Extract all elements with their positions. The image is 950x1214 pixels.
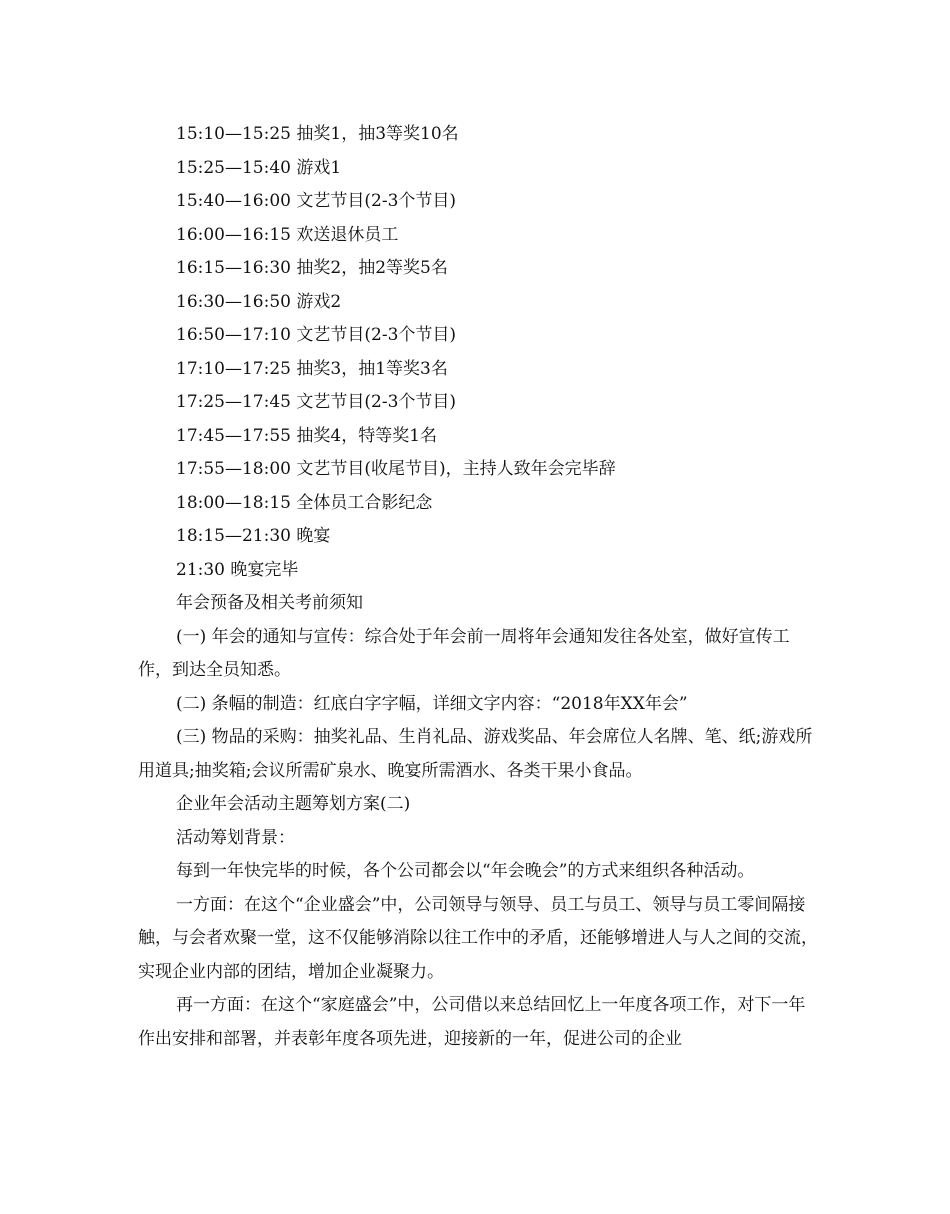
schedule-item [138, 453, 818, 487]
schedule-text: 晚宴 [296, 526, 331, 546]
prep-item: (一) 年会的通知与宣传：综合处于年会前一周将年会通知发往各处室，做好宣传工作，到达全员知悉。 [138, 626, 790, 680]
schedule-text: 欢送退休员工 [296, 224, 399, 245]
schedule-item [138, 487, 818, 521]
body-paragraph: 每到一年快完毕的时候，各个公司都会以“年会晚会”的方式来组织各种活动。 [176, 861, 755, 881]
schedule-text: 文艺节目(收尾节目)，主持人致年会完毕辞 [296, 459, 616, 479]
schedule-text: 文艺节目(2-3个节目) [296, 191, 457, 211]
schedule-time: 17:10—17:25 [176, 358, 291, 379]
schedule-item [138, 219, 818, 253]
schedule-time: 15:25—15:40 [176, 157, 291, 178]
schedule-text: 晚宴完毕 [230, 559, 299, 580]
schedule-text: 文艺节目(2-3个节目) [296, 325, 457, 345]
schedule-time: 15:40—16:00 [176, 191, 291, 211]
schedule-text: 游戏1 [296, 157, 342, 178]
schedule-item [138, 554, 818, 588]
schedule-item [138, 353, 818, 387]
schedule-text: 抽奖4，特等奖1名 [296, 425, 438, 446]
schedule-text: 文艺节目(2-3个节目) [296, 392, 457, 412]
section-heading: 年会预备及相关考前须知 [176, 593, 363, 613]
schedule-item [138, 520, 818, 554]
schedule-item [138, 319, 818, 353]
schedule-text: 游戏2 [296, 291, 342, 312]
schedule-time: 17:55—18:00 [176, 459, 291, 479]
schedule-time: 18:00—18:15 [176, 492, 291, 513]
schedule-time: 17:25—17:45 [176, 392, 291, 412]
schedule-item [138, 386, 818, 420]
schedule-text: 抽奖1，抽3等奖10名 [296, 124, 459, 144]
schedule-text: 抽奖3，抽1等奖3名 [296, 358, 448, 379]
schedule-text: 全体员工合影纪念 [296, 492, 433, 513]
section-title: 企业年会活动主题筹划方案(二) [176, 794, 411, 814]
schedule-text: 抽奖2，抽2等奖5名 [296, 258, 448, 278]
prep-item: (二) 条幅的制造：红底白字字幅，详细文字内容：“2018年XX年会” [176, 693, 688, 714]
schedule-item [138, 152, 818, 186]
body-paragraph: 再一方面：在这个“家庭盛会”中，公司借以来总结回忆上一年度各项工作，对下一年作出安排和部署，并表彰年度各项先进，迎接新的一年，促进公司的企业 [138, 995, 806, 1049]
schedule-item [138, 252, 818, 286]
schedule-item [138, 118, 818, 152]
body-paragraph: 一方面：在这个“企业盛会”中，公司领导与领导、员工与员工、领导与员工零间隔接触，与会者欢聚一堂，这不仅能够消除以往工作中的矛盾，还能够增进人与人之间的交流，实现企业内部的团结，增加企业凝聚力。 [138, 894, 818, 982]
schedule-time: 16:50—17:10 [176, 325, 291, 345]
schedule-item [138, 420, 818, 454]
schedule-item [138, 185, 818, 219]
document-body [138, 118, 818, 1056]
prep-item: (三) 物品的采购：抽奖礼品、生肖礼品、游戏奖品、年会席位人名牌、笔、纸;游戏所用道具;抽奖箱;会议所需矿泉水、晚宴所需酒水、各类干果小食品。 [138, 727, 813, 781]
schedule-time: 21:30 [176, 559, 225, 580]
schedule-time: 17:45—17:55 [176, 425, 291, 446]
schedule-item [138, 286, 818, 320]
schedule-time: 16:15—16:30 [176, 258, 291, 278]
subsection-heading: 活动筹划背景： [176, 827, 295, 848]
schedule-time: 16:30—16:50 [176, 291, 291, 312]
schedule-time: 18:15—21:30 [176, 526, 291, 546]
schedule-time: 15:10—15:25 [176, 124, 291, 144]
schedule-time: 16:00—16:15 [176, 224, 291, 245]
